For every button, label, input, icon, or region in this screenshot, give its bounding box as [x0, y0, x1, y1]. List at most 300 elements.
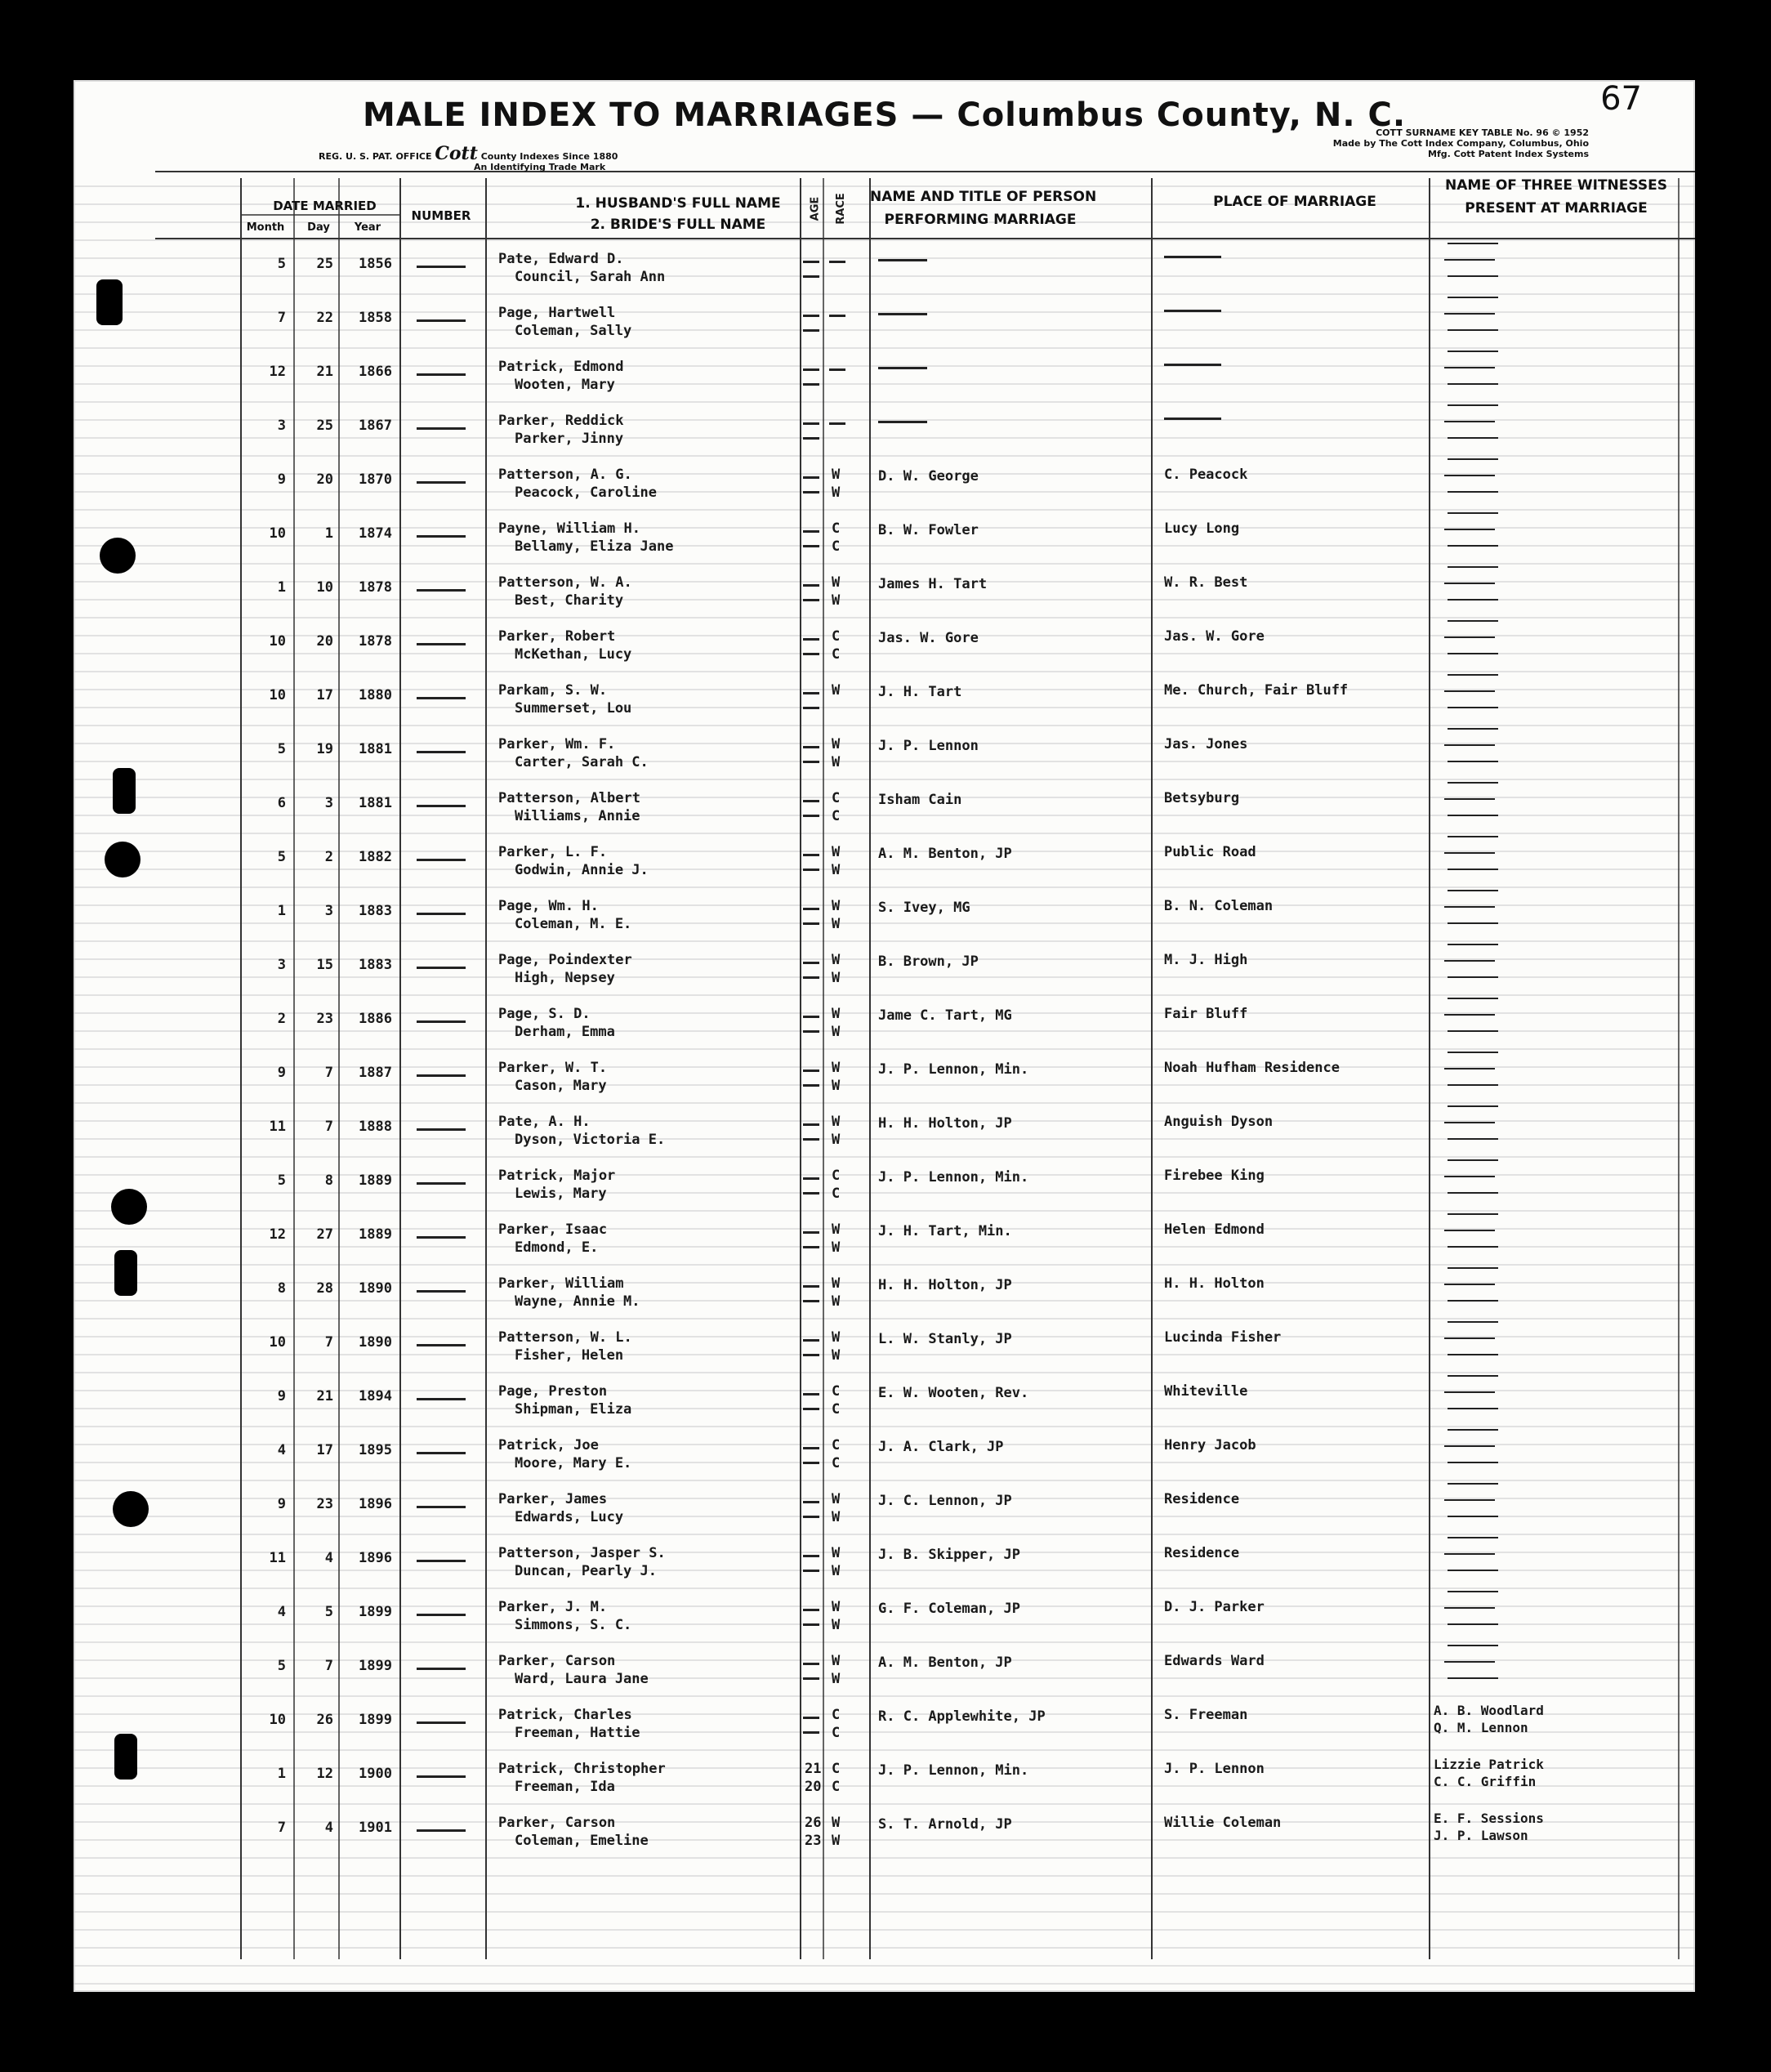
husband-race: C	[832, 1383, 841, 1400]
blank-age-dash	[803, 1677, 819, 1680]
blank-number-dash	[417, 373, 466, 376]
bride-race: W	[832, 1132, 841, 1148]
witness-name: J. P. Lawson	[1434, 1828, 1528, 1843]
month-cell: 10	[269, 1334, 286, 1351]
header-age: AGE	[809, 196, 822, 221]
blank-witness-dash	[1448, 545, 1498, 547]
husband-race: W	[832, 844, 841, 860]
bride-race: C	[832, 1725, 841, 1741]
blank-witness-dash	[1448, 1516, 1498, 1517]
blank-witness-dash	[1444, 583, 1495, 584]
blank-age-dash	[803, 1192, 819, 1195]
bride-name: Edmond, E.	[515, 1239, 599, 1256]
place-of-marriage: Edwards Ward	[1164, 1653, 1265, 1669]
year-cell: 1881	[359, 741, 392, 757]
place-of-marriage: Lucinda Fisher	[1164, 1329, 1282, 1346]
blank-witness-dash	[1444, 421, 1495, 422]
binder-hole	[100, 538, 136, 574]
bride-race: W	[832, 485, 841, 501]
month-cell: 10	[269, 633, 286, 650]
year-cell: 1882	[359, 849, 392, 865]
year-cell: 1899	[359, 1658, 392, 1674]
blank-age-dash	[803, 976, 819, 979]
month-cell: 7	[277, 1820, 286, 1836]
husband-name: Parker, Robert	[498, 628, 616, 645]
place-of-marriage: Helen Edmond	[1164, 1221, 1265, 1238]
husband-name: Patterson, A. G.	[498, 467, 632, 483]
officiant-name: D. W. George	[878, 468, 979, 485]
blank-witness-dash	[1448, 1354, 1498, 1355]
bride-race: W	[832, 1239, 841, 1256]
blank-witness-dash	[1448, 243, 1498, 244]
binder-slot	[96, 279, 123, 325]
husband-name: Page, Wm. H.	[498, 898, 599, 914]
month-cell: 7	[277, 310, 286, 326]
blank-age-dash	[803, 1462, 819, 1464]
bride-name: Carter, Sarah C.	[515, 754, 649, 770]
blank-race-dash	[829, 261, 845, 263]
month-cell: 5	[277, 256, 286, 272]
husband-name: Patterson, Albert	[498, 790, 640, 806]
bride-name: Moore, Mary E.	[515, 1455, 632, 1471]
month-cell: 11	[269, 1119, 286, 1135]
blank-witness-dash	[1448, 1375, 1498, 1377]
officiant-name: J. B. Skipper, JP	[878, 1547, 1020, 1563]
blank-witness-dash	[1444, 313, 1495, 315]
place-of-marriage: Public Road	[1164, 844, 1256, 860]
husband-name: Patrick, Christopher	[498, 1761, 666, 1777]
husband-age: 26	[805, 1815, 822, 1831]
blank-age-dash	[803, 1501, 819, 1503]
blank-age-dash	[803, 1084, 819, 1087]
year-cell: 1887	[359, 1065, 392, 1081]
blank-age-dash	[803, 1339, 819, 1342]
husband-race: W	[832, 1545, 841, 1561]
blank-witness-dash	[1448, 1084, 1498, 1086]
bride-race: W	[832, 1617, 841, 1633]
bride-race: W	[832, 754, 841, 770]
blank-age-dash	[803, 1354, 819, 1356]
day-cell: 17	[316, 1442, 333, 1458]
year-cell: 1889	[359, 1226, 392, 1243]
blank-age-dash	[803, 1717, 819, 1719]
bride-name: Dyson, Victoria E.	[515, 1132, 666, 1148]
officiant-name: B. W. Fowler	[878, 522, 979, 538]
blank-witness-dash	[1444, 1553, 1495, 1555]
officiant-name: L. W. Stanly, JP	[878, 1331, 1012, 1347]
officiant-name: B. Brown, JP	[878, 953, 979, 970]
year-cell: 1900	[359, 1766, 392, 1782]
blank-witness-dash	[1448, 761, 1498, 762]
day-cell: 4	[324, 1550, 333, 1566]
bride-name: Cason, Mary	[515, 1078, 607, 1094]
day-cell: 28	[316, 1280, 333, 1297]
blank-age-dash	[803, 1570, 819, 1572]
blank-witness-dash	[1448, 890, 1498, 891]
officiant-name: J. P. Lennon, Min.	[878, 1762, 1029, 1779]
husband-race: W	[832, 1114, 841, 1130]
place-of-marriage: Fair Bluff	[1164, 1006, 1248, 1022]
month-cell: 4	[277, 1442, 286, 1458]
place-of-marriage: C. Peacock	[1164, 467, 1248, 483]
bride-name: McKethan, Lucy	[515, 646, 632, 663]
blank-witness-dash	[1448, 599, 1498, 601]
blank-witness-dash	[1444, 367, 1495, 368]
blank-number-dash	[417, 1614, 466, 1616]
bride-name: Freeman, Hattie	[515, 1725, 640, 1741]
blank-number-dash	[417, 1721, 466, 1724]
officiant-name: J. A. Clark, JP	[878, 1439, 1004, 1455]
blank-witness-dash	[1448, 1267, 1498, 1269]
bride-name: Bellamy, Eliza Jane	[515, 538, 674, 555]
officiant-name: S. Ivey, MG	[878, 900, 970, 916]
day-cell: 17	[316, 687, 333, 703]
blank-officiant-dash	[878, 367, 927, 369]
bride-race: W	[832, 592, 841, 609]
place-of-marriage: Anguish Dyson	[1164, 1114, 1274, 1130]
blank-age-dash	[803, 1177, 819, 1180]
husband-name: Patterson, W. L.	[498, 1329, 632, 1346]
blank-age-dash	[803, 1393, 819, 1395]
blank-number-dash	[417, 859, 466, 861]
header-number: NUMBER	[411, 208, 471, 223]
husband-name: Parker, Carson	[498, 1815, 616, 1831]
blank-witness-dash	[1448, 437, 1498, 439]
bride-name: Coleman, Emeline	[515, 1833, 649, 1849]
blank-age-dash	[803, 962, 819, 964]
husband-race: C	[832, 1168, 841, 1184]
day-cell: 3	[324, 795, 333, 811]
blank-witness-dash	[1444, 1284, 1495, 1285]
blank-witness-dash	[1448, 351, 1498, 352]
husband-name: Parker, Wm. F.	[498, 736, 616, 752]
place-of-marriage: J. P. Lennon	[1164, 1761, 1265, 1777]
blank-witness-dash	[1448, 836, 1498, 837]
blank-officiant-dash	[878, 313, 927, 315]
blank-witness-dash	[1448, 1300, 1498, 1302]
binder-hole	[113, 1491, 149, 1527]
blank-age-dash	[803, 315, 819, 317]
officiant-name: Isham Cain	[878, 792, 962, 808]
header-officiant-2: PERFORMING MARRIAGE	[884, 212, 1077, 228]
header-date-married: DATE MARRIED	[273, 199, 377, 213]
blank-age-dash	[803, 692, 819, 694]
month-cell: 11	[269, 1550, 286, 1566]
page-title: MALE INDEX TO MARRIAGES — Columbus County, N. C.	[362, 96, 1407, 134]
blank-witness-dash	[1448, 1429, 1498, 1431]
header-witnesses-2: PRESENT AT MARRIAGE	[1465, 200, 1648, 217]
header-officiant-1: NAME AND TITLE OF PERSON	[870, 189, 1097, 205]
place-of-marriage: S. Freeman	[1164, 1707, 1248, 1723]
blank-age-dash	[803, 746, 819, 748]
index-sheet	[74, 80, 1695, 1992]
bride-name: Duncan, Pearly J.	[515, 1563, 657, 1579]
month-cell: 6	[277, 795, 286, 811]
blank-witness-dash	[1444, 475, 1495, 476]
bride-race: W	[832, 1833, 841, 1849]
blank-witness-dash	[1448, 922, 1498, 924]
husband-race: C	[832, 1437, 841, 1454]
place-of-marriage: Jas. W. Gore	[1164, 628, 1265, 645]
bride-race: W	[832, 862, 841, 878]
blank-witness-dash	[1444, 852, 1495, 854]
officiant-name: J. H. Tart	[878, 684, 962, 700]
blank-number-dash	[417, 751, 466, 753]
husband-race: W	[832, 1599, 841, 1615]
blank-witness-dash	[1448, 1192, 1498, 1194]
blank-witness-dash	[1448, 1537, 1498, 1538]
blank-witness-dash	[1448, 275, 1498, 277]
day-cell: 20	[316, 633, 333, 650]
blank-witness-dash	[1448, 1645, 1498, 1646]
month-cell: 5	[277, 741, 286, 757]
husband-race: W	[832, 1221, 841, 1238]
husband-name: Patterson, Jasper S.	[498, 1545, 666, 1561]
year-cell: 1880	[359, 687, 392, 703]
blank-number-dash	[417, 805, 466, 807]
header-witnesses-1: NAME OF THREE WITNESSES	[1445, 177, 1667, 194]
place-of-marriage: M. J. High	[1164, 952, 1248, 968]
header-day: Day	[307, 221, 330, 234]
blank-witness-dash	[1448, 297, 1498, 298]
husband-race: W	[832, 682, 841, 699]
bride-name: Simmons, S. C.	[515, 1617, 632, 1633]
year-cell: 1901	[359, 1820, 392, 1836]
year-cell: 1890	[359, 1334, 392, 1351]
day-cell: 12	[316, 1766, 333, 1782]
day-cell: 10	[316, 579, 333, 596]
officiant-name: J. P. Lennon, Min.	[878, 1169, 1029, 1186]
husband-race: C	[832, 1761, 841, 1777]
year-cell: 1881	[359, 795, 392, 811]
blank-age-dash	[803, 1609, 819, 1611]
husband-race: W	[832, 952, 841, 968]
blank-age-dash	[803, 1123, 819, 1126]
blank-witness-dash	[1444, 690, 1495, 692]
bride-race: W	[832, 970, 841, 986]
blank-place-dash	[1164, 418, 1221, 420]
blank-witness-dash	[1448, 329, 1498, 331]
manufacturer-text: COTT SURNAME KEY TABLE No. 96 © 1952 Made by The Cott Index Company, Columbus, Ohio Mfg. Cott Patent Index Systems	[1332, 127, 1589, 159]
husband-name: Patrick, Charles	[498, 1707, 632, 1723]
month-cell: 10	[269, 687, 286, 703]
year-cell: 1896	[359, 1496, 392, 1512]
blank-age-dash	[803, 1555, 819, 1557]
blank-witness-dash	[1448, 1105, 1498, 1107]
blank-place-dash	[1164, 256, 1221, 258]
blank-age-dash	[803, 261, 819, 263]
blank-witness-dash	[1448, 1677, 1498, 1679]
bride-name: High, Nepsey	[515, 970, 615, 986]
blank-witness-dash	[1444, 798, 1495, 800]
husband-name: Page, Poindexter	[498, 952, 632, 968]
blank-age-dash	[803, 761, 819, 763]
officiant-name: H. H. Holton, JP	[878, 1277, 1012, 1293]
blank-age-dash	[803, 908, 819, 910]
husband-race: W	[832, 736, 841, 752]
day-cell: 22	[316, 310, 333, 326]
blank-witness-dash	[1448, 1591, 1498, 1592]
bride-name: Freeman, Ida	[515, 1779, 615, 1795]
blank-witness-dash	[1444, 744, 1495, 746]
bride-race: W	[832, 1347, 841, 1364]
month-cell: 1	[277, 1766, 286, 1782]
blank-number-dash	[417, 1452, 466, 1454]
blank-witness-dash	[1444, 1176, 1495, 1177]
blank-age-dash	[803, 599, 819, 601]
blank-witness-dash	[1448, 944, 1498, 945]
blank-age-dash	[803, 1300, 819, 1302]
blank-number-dash	[417, 1236, 466, 1239]
husband-name: Parker, L. F.	[498, 844, 608, 860]
blank-witness-dash	[1448, 566, 1498, 568]
bride-name: Parker, Jinny	[515, 431, 624, 447]
blank-witness-dash	[1448, 458, 1498, 460]
husband-name: Pate, Edward D.	[498, 251, 624, 267]
month-cell: 3	[277, 418, 286, 434]
husband-name: Parker, William	[498, 1275, 624, 1292]
place-of-marriage: Jas. Jones	[1164, 736, 1248, 752]
place-of-marriage: Whiteville	[1164, 1383, 1248, 1400]
place-of-marriage: Betsyburg	[1164, 790, 1240, 806]
husband-race: W	[832, 1653, 841, 1669]
blank-witness-dash	[1444, 960, 1495, 962]
year-cell: 1874	[359, 525, 392, 542]
blank-number-dash	[417, 1775, 466, 1778]
blank-age-dash	[803, 1731, 819, 1734]
officiant-name: Jame C. Tart, MG	[878, 1007, 1012, 1024]
header-place: PLACE OF MARRIAGE	[1213, 194, 1376, 210]
blank-age-dash	[803, 815, 819, 817]
husband-name: Parkam, S. W.	[498, 682, 608, 699]
husband-name: Patrick, Joe	[498, 1437, 599, 1454]
blank-witness-dash	[1448, 1462, 1498, 1463]
blank-number-dash	[417, 697, 466, 699]
blank-witness-dash	[1444, 1499, 1495, 1501]
blank-age-dash	[803, 638, 819, 641]
blank-age-dash	[803, 1623, 819, 1626]
blank-age-dash	[803, 1069, 819, 1072]
month-cell: 9	[277, 1496, 286, 1512]
header-year: Year	[354, 221, 381, 234]
husband-name: Payne, William H.	[498, 520, 640, 537]
month-cell: 1	[277, 903, 286, 919]
day-cell: 19	[316, 741, 333, 757]
officiant-name: J. P. Lennon, Min.	[878, 1061, 1029, 1078]
blank-number-dash	[417, 1128, 466, 1131]
husband-race: W	[832, 1815, 841, 1831]
blank-age-dash	[803, 476, 819, 479]
year-cell: 1888	[359, 1119, 392, 1135]
husband-name: Parker, J. M.	[498, 1599, 608, 1615]
bride-name: Wooten, Mary	[515, 377, 615, 393]
officiant-name: S. T. Arnold, JP	[878, 1816, 1012, 1833]
husband-race: W	[832, 574, 841, 591]
bride-race: W	[832, 1563, 841, 1579]
place-of-marriage: H. H. Holton	[1164, 1275, 1265, 1292]
bride-race: C	[832, 538, 841, 555]
husband-name: Page, Hartwell	[498, 305, 616, 321]
husband-race: W	[832, 1060, 841, 1076]
officiant-name: A. M. Benton, JP	[878, 1654, 1012, 1671]
year-cell: 1870	[359, 471, 392, 488]
blank-number-dash	[417, 266, 466, 268]
blank-age-dash	[803, 368, 819, 371]
blank-age-dash	[803, 854, 819, 856]
blank-age-dash	[803, 1285, 819, 1288]
husband-race: W	[832, 1329, 841, 1346]
officiant-name: H. H. Holton, JP	[878, 1115, 1012, 1132]
blank-age-dash	[803, 800, 819, 802]
blank-place-dash	[1164, 310, 1221, 312]
blank-witness-dash	[1444, 1445, 1495, 1447]
blank-race-dash	[829, 368, 845, 371]
blank-age-dash	[803, 1231, 819, 1234]
husband-race: W	[832, 467, 841, 483]
blank-witness-dash	[1444, 1607, 1495, 1609]
day-cell: 8	[324, 1172, 333, 1189]
place-of-marriage: Residence	[1164, 1491, 1240, 1507]
bride-race: W	[832, 1293, 841, 1310]
blank-witness-dash	[1444, 1068, 1495, 1069]
blank-witness-dash	[1444, 906, 1495, 908]
header-husband: 1. HUSBAND'S FULL NAME	[575, 195, 781, 212]
binder-hole	[105, 842, 141, 877]
husband-name: Parker, Reddick	[498, 413, 624, 429]
blank-witness-dash	[1448, 1483, 1498, 1485]
place-of-marriage: W. R. Best	[1164, 574, 1248, 591]
officiant-name: R. C. Applewhite, JP	[878, 1708, 1046, 1725]
witness-name: Q. M. Lennon	[1434, 1720, 1528, 1735]
place-of-marriage: Willie Coleman	[1164, 1815, 1282, 1831]
husband-name: Pate, A. H.	[498, 1114, 591, 1130]
place-of-marriage: Lucy Long	[1164, 520, 1240, 537]
blank-witness-dash	[1448, 404, 1498, 406]
blank-age-dash	[803, 545, 819, 547]
bride-race: C	[832, 1401, 841, 1418]
month-cell: 3	[277, 957, 286, 973]
husband-name: Page, S. D.	[498, 1006, 591, 1022]
bride-race: C	[832, 646, 841, 663]
blank-witness-dash	[1448, 1030, 1498, 1032]
month-cell: 4	[277, 1604, 286, 1620]
husband-race: W	[832, 1006, 841, 1022]
year-cell: 1878	[359, 633, 392, 650]
bride-name: Council, Sarah Ann	[515, 269, 666, 285]
place-of-marriage: B. N. Coleman	[1164, 898, 1274, 914]
blank-age-dash	[803, 653, 819, 655]
blank-number-dash	[417, 319, 466, 322]
year-cell: 1878	[359, 579, 392, 596]
blank-witness-dash	[1448, 491, 1498, 493]
blank-witness-dash	[1448, 1159, 1498, 1161]
witness-name: A. B. Woodlard	[1434, 1703, 1544, 1718]
husband-race: W	[832, 1491, 841, 1507]
place-of-marriage: Noah Hufham Residence	[1164, 1060, 1340, 1076]
bride-race: W	[832, 1671, 841, 1687]
blank-age-dash	[803, 1030, 819, 1033]
blank-age-dash	[803, 1408, 819, 1410]
year-cell: 1889	[359, 1172, 392, 1189]
husband-race: W	[832, 1275, 841, 1292]
bride-name: Ward, Laura Jane	[515, 1671, 649, 1687]
blank-age-dash	[803, 491, 819, 493]
blank-witness-dash	[1448, 707, 1498, 708]
blank-age-dash	[803, 383, 819, 386]
day-cell: 23	[316, 1011, 333, 1027]
month-cell: 9	[277, 471, 286, 488]
header-race: RACE	[834, 193, 847, 225]
